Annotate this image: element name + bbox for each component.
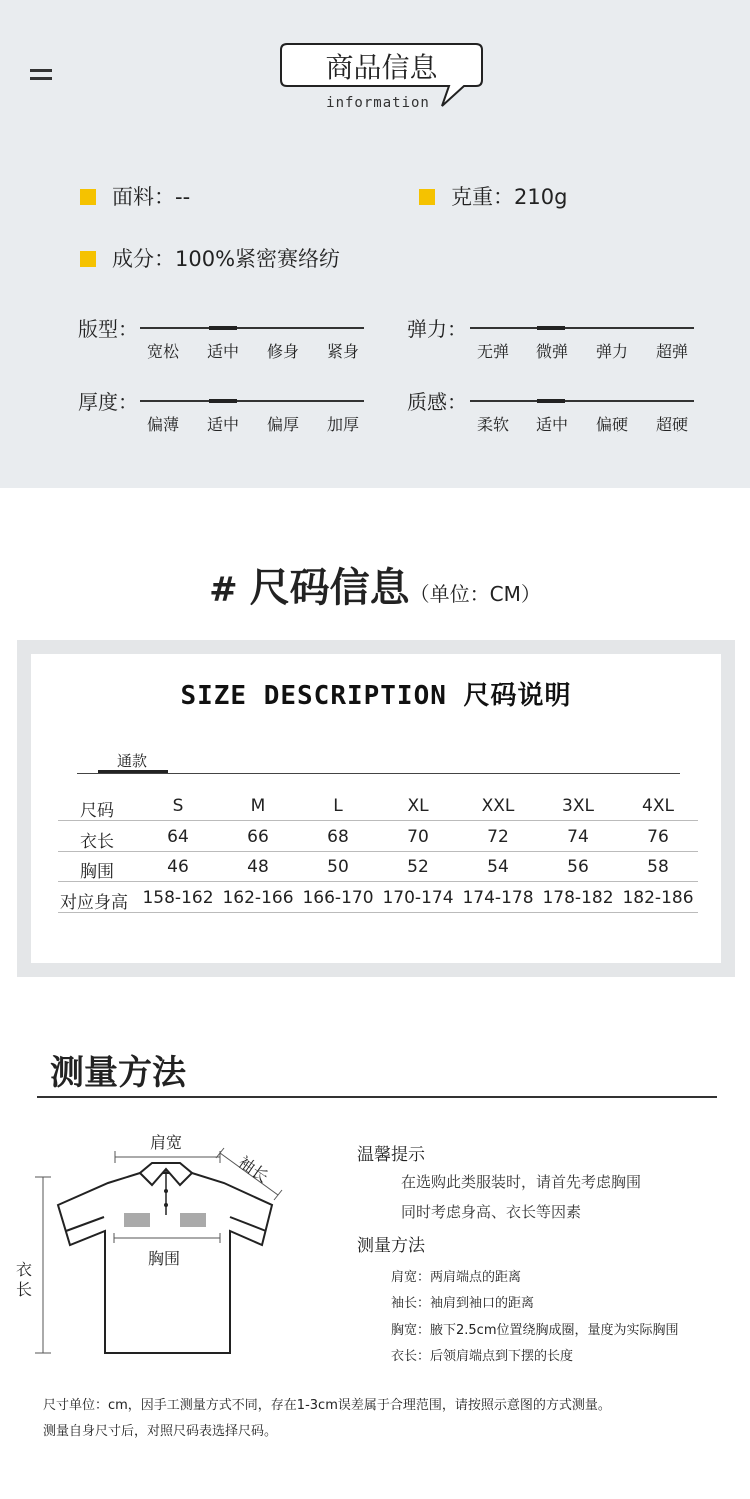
method-item: 肩宽：两肩端点的距离 [391, 1270, 522, 1285]
fit-option: 宽松 [146, 342, 179, 361]
fit-option: 适中 [206, 342, 239, 361]
table-cell: L [333, 796, 343, 816]
composition-property: 成分：100%紧密赛络纺 [80, 243, 340, 273]
table-cell: 48 [247, 857, 269, 877]
size-info-title: 尺码信息 [249, 565, 410, 611]
section-title: 商品信息 [325, 51, 438, 84]
elasticity-option: 微弹 [535, 342, 568, 361]
elasticity-option: 超弹 [655, 342, 688, 361]
tab-divider [77, 773, 680, 774]
table-cell: 尺码 [80, 801, 114, 821]
method-item: 胸宽：腋下2.5cm位置绕胸成圈，量度为实际胸围 [391, 1323, 679, 1338]
table-cell: 182-186 [622, 888, 694, 908]
table-row [58, 822, 698, 852]
fit-option: 修身 [266, 342, 299, 361]
shirt-diagram-icon [20, 1125, 310, 1365]
thickness-option: 偏薄 [146, 415, 179, 434]
table-cell: XXL [481, 796, 515, 816]
thickness-option: 偏厚 [266, 415, 299, 434]
elasticity-option: 弹力 [595, 342, 628, 361]
length-label: 衣长 [16, 1260, 33, 1299]
tab-general[interactable]: 通款 [117, 752, 148, 770]
method-heading: 测量方法 [357, 1236, 425, 1256]
table-cell: 158-162 [142, 888, 214, 908]
table-cell: 3XL [562, 796, 594, 816]
measure-divider [37, 1096, 717, 1098]
table-cell: 56 [567, 857, 589, 877]
fit-scale-track [140, 327, 364, 329]
texture-scale-track [470, 400, 694, 402]
table-cell: 72 [487, 827, 509, 847]
size-unit: （单位：CM） [409, 582, 541, 606]
texture-option: 超硬 [655, 415, 688, 434]
menu-icon[interactable] [30, 69, 52, 81]
section-subtitle: information [326, 95, 430, 111]
thickness-label: 厚度： [78, 390, 138, 414]
texture-label: 质感： [407, 390, 467, 414]
measure-section-title: 测量方法 [50, 1053, 186, 1093]
table-cell: 70 [407, 827, 429, 847]
weight-property: 克重：210g [419, 181, 567, 211]
table-cell: 68 [327, 827, 349, 847]
table-cell: 178-182 [542, 888, 614, 908]
bullet-square-icon [80, 189, 96, 205]
table-cell: 50 [327, 857, 349, 877]
footnote: 测量自身尺寸后，对照尺码表选择尺码。 [43, 1424, 278, 1439]
bullet-square-icon [419, 189, 435, 205]
texture-option: 适中 [535, 415, 568, 434]
texture-option: 柔软 [476, 415, 509, 434]
table-cell: M [250, 796, 266, 816]
table-cell: 76 [647, 827, 669, 847]
table-row [58, 883, 698, 913]
table-cell: 胸围 [80, 862, 114, 882]
fit-option: 紧身 [326, 342, 359, 361]
fit-label: 版型： [78, 317, 138, 341]
texture-option: 偏硬 [595, 415, 628, 434]
table-cell: 162-166 [222, 888, 294, 908]
table-cell: 54 [487, 857, 509, 877]
elasticity-option: 无弹 [476, 342, 509, 361]
size-info-heading [0, 556, 750, 613]
elasticity-label: 弹力： [407, 317, 467, 341]
table-row [58, 852, 698, 882]
table-cell: XL [407, 796, 429, 816]
tip-line: 同时考虑身高、衣长等因素 [401, 1203, 582, 1221]
thickness-scale-marker [209, 399, 237, 403]
table-cell: 170-174 [382, 888, 454, 908]
thickness-scale-track [140, 400, 364, 402]
bullet-square-icon [80, 251, 96, 267]
table-cell: 174-178 [462, 888, 534, 908]
table-cell: S [172, 796, 184, 816]
hash-mark: # [209, 570, 238, 610]
sleeve-label: 袖长 [234, 1152, 272, 1187]
table-cell: 4XL [642, 796, 674, 816]
table-cell: 64 [167, 827, 189, 847]
table-cell: 46 [167, 857, 189, 877]
table-cell: 对应身高 [60, 893, 128, 913]
tips-heading: 温馨提示 [357, 1145, 425, 1165]
table-cell: 52 [407, 857, 429, 877]
tip-line: 在选购此类服装时，请首先考虑胸围 [401, 1173, 642, 1191]
thickness-option: 适中 [206, 415, 239, 434]
table-row [58, 791, 698, 821]
fabric-property: 面料：-- [80, 181, 190, 211]
chest-label: 胸围 [148, 1249, 181, 1268]
elasticity-scale-marker [537, 326, 565, 330]
table-cell: 166-170 [302, 888, 374, 908]
footnote: 尺寸单位：cm，因手工测量方式不同，存在1-3cm误差属于合理范围，请按照示意图的方式测量。 [43, 1398, 611, 1413]
table-cell: 74 [567, 827, 589, 847]
size-description-title: SIZE DESCRIPTION 尺码说明 [180, 681, 572, 711]
table-cell: 58 [647, 857, 669, 877]
fit-scale-marker [209, 326, 237, 330]
elasticity-scale-track [470, 327, 694, 329]
thickness-option: 加厚 [326, 415, 359, 434]
table-cell: 66 [247, 827, 269, 847]
texture-scale-marker [537, 399, 565, 403]
table-cell: 衣长 [80, 832, 114, 852]
shoulder-label: 肩宽 [150, 1133, 183, 1152]
method-item: 衣长：后领肩端点到下摆的长度 [391, 1349, 574, 1364]
method-item: 袖长：袖肩到袖口的距离 [391, 1296, 535, 1311]
